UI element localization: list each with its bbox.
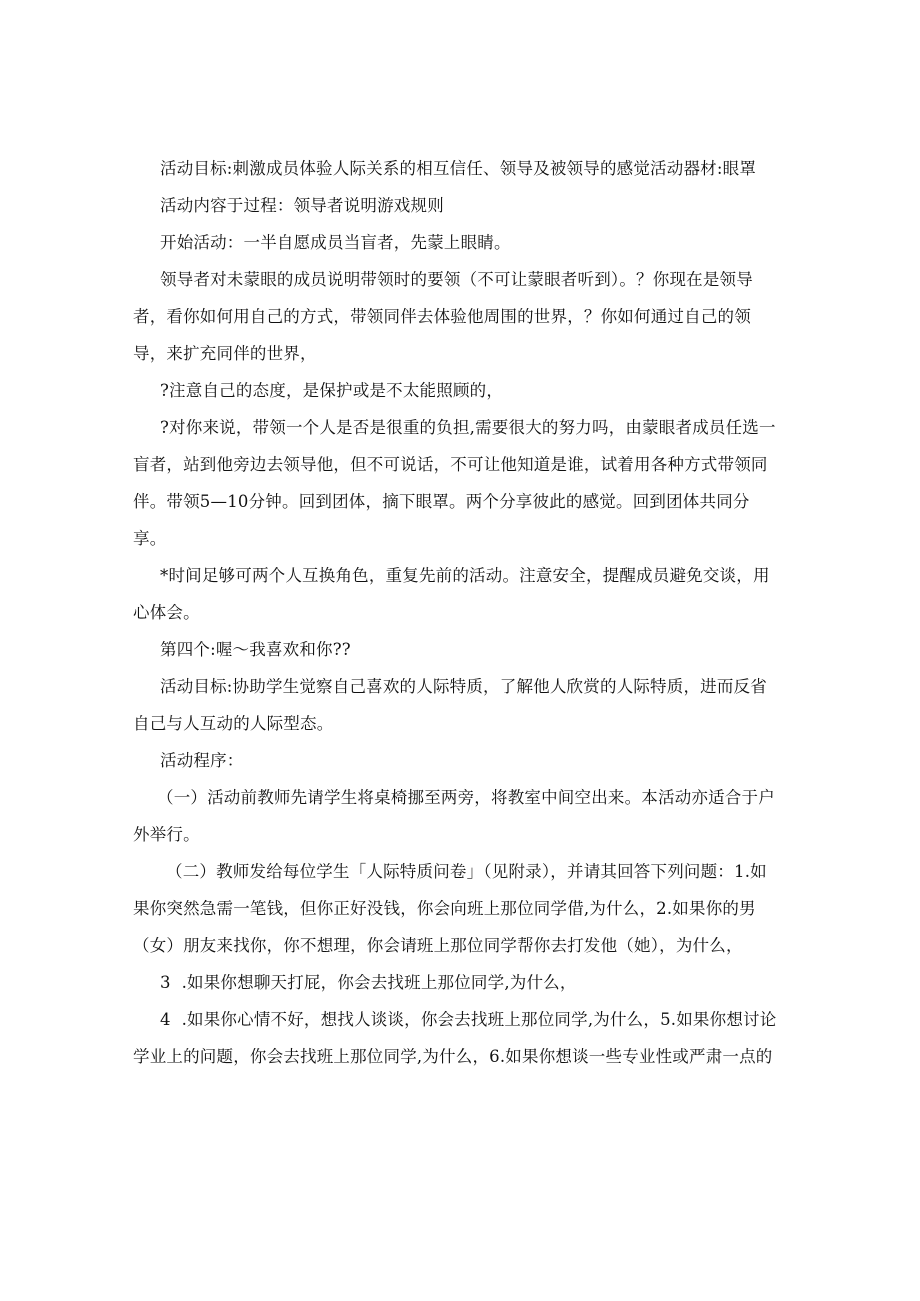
paragraph-line: 盲者，站到他旁边去领导他，但不可说话，不可让他知道是谁，试着用各种方式带领同 (133, 455, 768, 474)
paragraph-line: 伴。带领5—10分钟。回到团体，摘下眼罩。两个分享彼此的感觉。回到团体共同分 (133, 492, 750, 511)
paragraph-line: （女）朋友来找你，你不想理，你会请班上那位同学帮你去打发他（她），为什么， (133, 936, 743, 955)
paragraph-line: 自己与人互动的人际型态。 (133, 714, 334, 733)
list-item: 4 .如果你心情不好，想找人谈谈，你会去找班上那位同学,为什么，5.如果你想讨论 (160, 1010, 777, 1029)
paragraph-line: ?对你来说，带领一个人是否是很重的负担,需要很大的努力吗，由蒙眼者成员任选一 (160, 418, 776, 437)
note-line: ?注意自己的态度，是保护或是不太能照顾的， (160, 381, 504, 400)
paragraph-line: 领导者对未蒙眼的成员说明带领时的要领（不可让蒙眼者听到）。？你现在是领导 (160, 270, 753, 289)
section-title: 第四个:喔～我喜欢和你?? (160, 640, 351, 659)
paragraph-line: （一）活动前教师先请学生将桌椅挪至两旁，将教室中间空出来。本活动亦适合于户 (157, 788, 775, 807)
paragraph-line: 享。 (133, 529, 167, 548)
paragraph-line: 心体会。 (133, 603, 200, 622)
paragraph-line: （二）教师发给每位学生「人际特质问卷」（见附录），并请其回答下列问题：1.如 (166, 862, 767, 881)
document-body (133, 150, 793, 1075)
content-line: 活动内容于过程：领导者说明游戏规则 (160, 196, 444, 215)
paragraph-line: 活动目标:协助学生觉察自己喜欢的人际特质，了解他人欣赏的人际特质，进而反省 (160, 677, 767, 696)
paragraph-line: 学业上的问题，你会去找班上那位同学,为什么，6.如果你想谈一些专业性或严肃一点的 (133, 1047, 773, 1066)
paragraph-line: 外举行。 (133, 825, 200, 844)
goal-line-1: 活动目标:刺激成员体验人际关系的相互信任、领导及被领导的感觉活动器材:眼罩 (160, 159, 757, 178)
procedure-heading: 活动程序： (160, 751, 244, 770)
paragraph-line: *时间足够可两个人互换角色，重复先前的活动。注意安全，提醒成员避免交谈，用 (160, 566, 770, 585)
paragraph-line: 导，来扩充同伴的世界， (133, 344, 317, 363)
paragraph-line: 果你突然急需一笔钱，但你正好没钱，你会向班上那位同学借,为什么，2.如果你的男 (133, 899, 756, 918)
list-item: 3 .如果你想聊天打屁，你会去找班上那位同学,为什么， (160, 973, 577, 992)
paragraph-line: 者，看你如何用自己的方式，带领同伴去体验他周围的世界，？你如何通过自己的领 (133, 307, 751, 326)
start-activity-line: 开始活动：一半自愿成员当盲者，先蒙上眼睛。 (160, 233, 511, 252)
